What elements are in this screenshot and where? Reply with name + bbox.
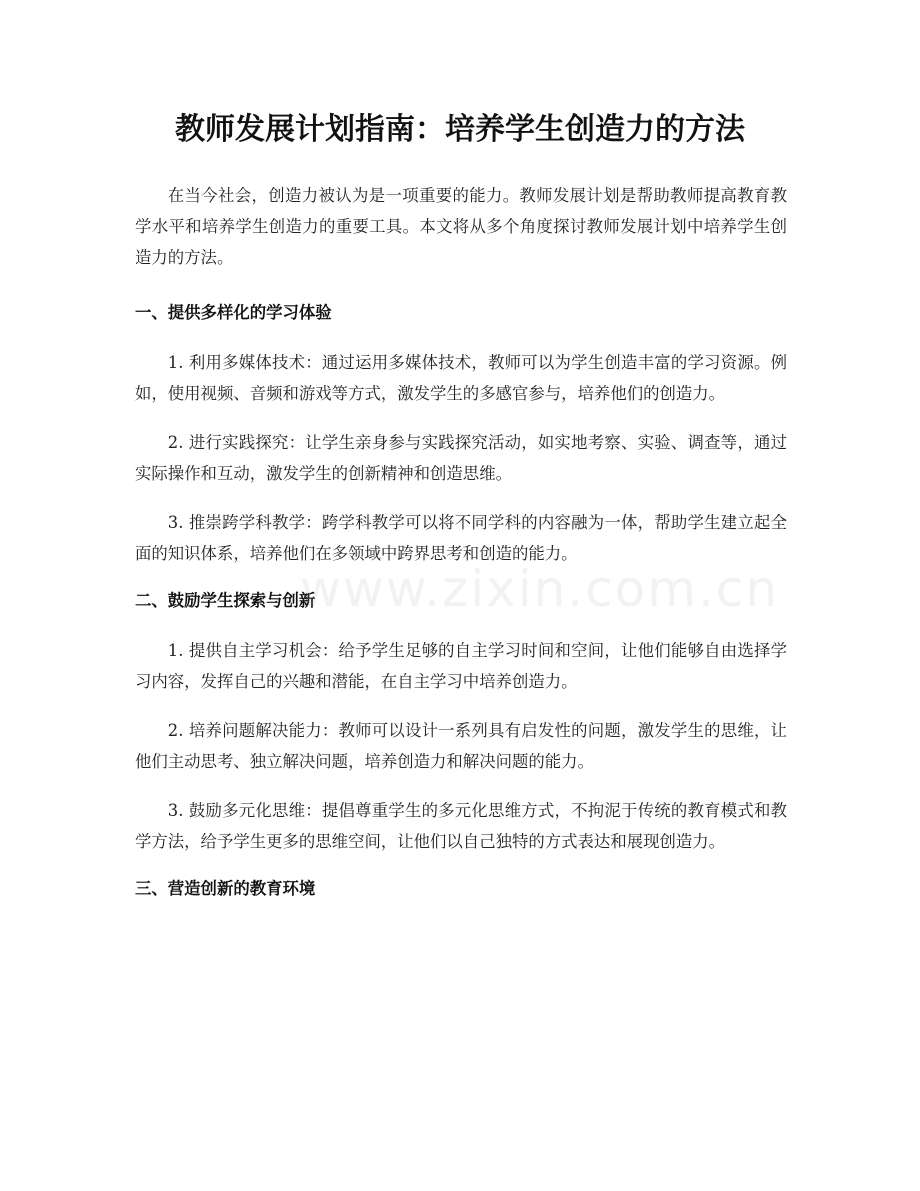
section-heading-3: 三、营造创新的教育环境 xyxy=(135,879,316,898)
section-2-item-1: 1. 提供自主学习机会：给予学生足够的自主学习时间和空间，让他们能够自由选择学习内容，发挥自己的兴趣和潜能，在自主学习中培养创造力。 xyxy=(135,641,787,691)
section-heading-2: 二、鼓励学生探索与创新 xyxy=(135,591,316,610)
section-heading-1: 一、提供多样化的学习体验 xyxy=(135,303,332,322)
document-title: 教师发展计划指南：培养学生创造力的方法 xyxy=(175,112,745,147)
section-1-item-2: 2. 进行实践探究：让学生亲身参与实践探究活动，如实地考察、实验、调查等，通过实际操作和互动，激发学生的创新精神和创造思维。 xyxy=(135,433,787,483)
intro-paragraph: 在当今社会，创造力被认为是一项重要的能力。教师发展计划是帮助教师提高教育教学水平和培养学生创造力的重要工具。本文将从多个角度探讨教师发展计划中培养学生创造力的方法。 xyxy=(135,186,787,267)
section-2-item-2: 2. 培养问题解决能力：教师可以设计一系列具有启发性的问题，激发学生的思维，让他们主动思考、独立解决问题，培养创造力和解决问题的能力。 xyxy=(135,721,787,771)
document-body xyxy=(135,180,787,923)
watermark: www.zixin.com.cn xyxy=(300,560,780,618)
section-2-item-3: 3. 鼓励多元化思维：提倡尊重学生的多元化思维方式，不拘泥于传统的教育模式和教学方法，给予学生更多的思维空间，让他们以自己独特的方式表达和展现创造力。 xyxy=(135,801,787,851)
section-1-item-3: 3. 推崇跨学科教学：跨学科教学可以将不同学科的内容融为一体，帮助学生建立起全面的知识体系，培养他们在多领域中跨界思考和创造的能力。 xyxy=(135,513,787,563)
section-1-item-1: 1. 利用多媒体技术：通过运用多媒体技术，教师可以为学生创造丰富的学习资源。例如，使用视频、音频和游戏等方式，激发学生的多感官参与，培养他们的创造力。 xyxy=(135,353,787,403)
